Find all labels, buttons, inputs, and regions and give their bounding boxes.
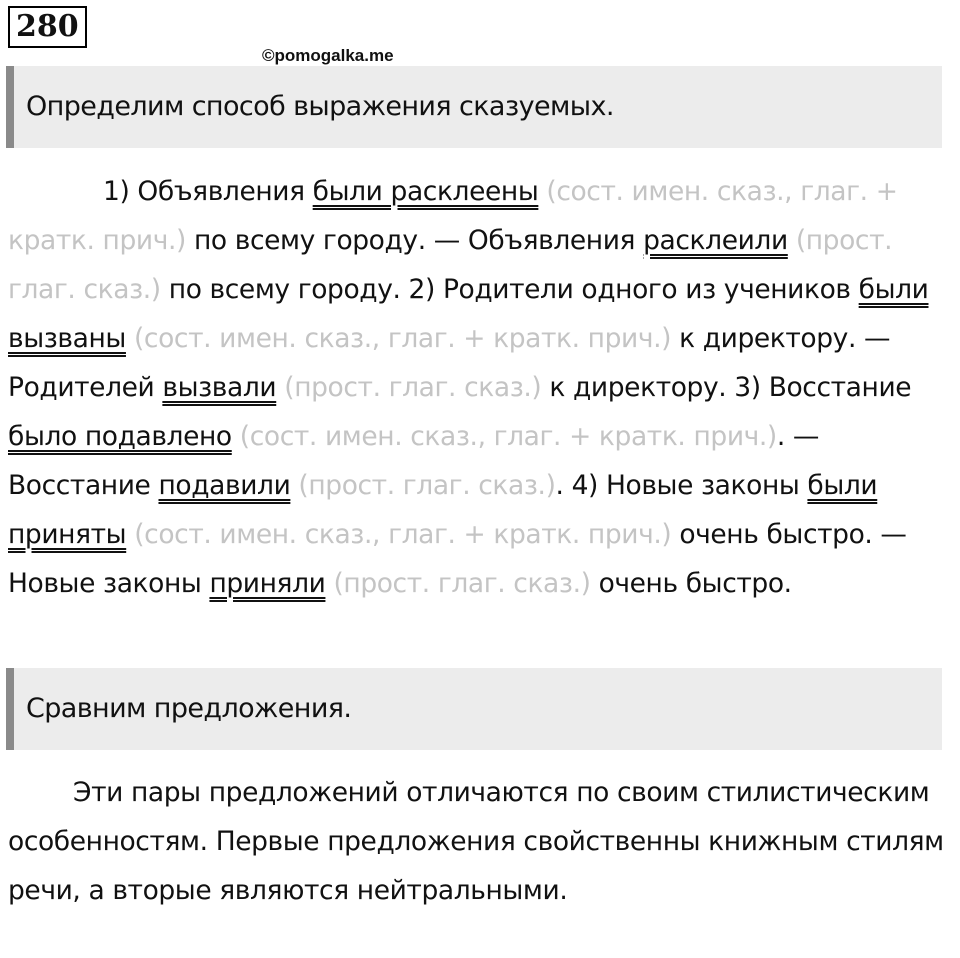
text-run: . 4) Новые законы <box>555 470 808 501</box>
predicate: приняли <box>209 568 326 599</box>
text-run: 1) Объявления <box>103 176 313 207</box>
predicate-note: (сост. имен. сказ., глаг. + кратк. прич.) <box>8 176 898 256</box>
predicate-note: (сост. имен. сказ., глаг. + кратк. прич.) <box>126 519 672 550</box>
predicate-note: (прост. глаг. сказ.) <box>290 470 556 501</box>
predicate: расклеили <box>643 225 788 256</box>
predicate: вызвали <box>162 372 277 403</box>
predicate-note: (прост. глаг. сказ.) <box>325 568 591 599</box>
conclusion-paragraph <box>8 768 952 915</box>
analysis-paragraph <box>8 167 952 608</box>
watermark: ©pomogalka.me <box>262 46 394 65</box>
section-heading-predicates: Определим способ выражения сказуемых. <box>6 66 942 148</box>
predicate: были вызваны <box>8 274 929 354</box>
predicate-note: (прост. глаг. сказ.) <box>276 372 542 403</box>
predicate: были расклеены <box>312 176 539 207</box>
text-run: . — Восстание <box>8 421 820 501</box>
predicate-note: (сост. имен. сказ., глаг. + кратк. прич.) <box>125 323 672 354</box>
text-run: к директору. 3) Восстание <box>541 372 912 403</box>
predicate-note: (сост. имен. сказ., глаг. + кратк. прич.) <box>231 421 777 452</box>
text-run: очень быстро. <box>590 568 792 599</box>
text-run: к директору. — Родителей <box>8 323 891 403</box>
text-run: очень быстро. — Новые законы <box>8 519 907 599</box>
section-heading-compare: Сравним предложения. <box>6 668 942 750</box>
task-number: 280 <box>8 6 87 48</box>
predicate-note: (прост. глаг. сказ.) <box>8 225 893 305</box>
text-run: по всему городу. 2) Родители одного из учеников <box>160 274 859 305</box>
text-run: по всему городу. — Объявления <box>185 225 644 256</box>
predicate: было подавлено <box>8 421 232 452</box>
predicate: были приняты <box>8 470 878 550</box>
conclusion-text: Эти пары предложений отличаются по своим стилистическим особенностям. Первые предложения свойственны книжным стилям речи, а вторые являются нейтральными. <box>8 777 944 906</box>
predicate: подавили <box>158 470 291 501</box>
